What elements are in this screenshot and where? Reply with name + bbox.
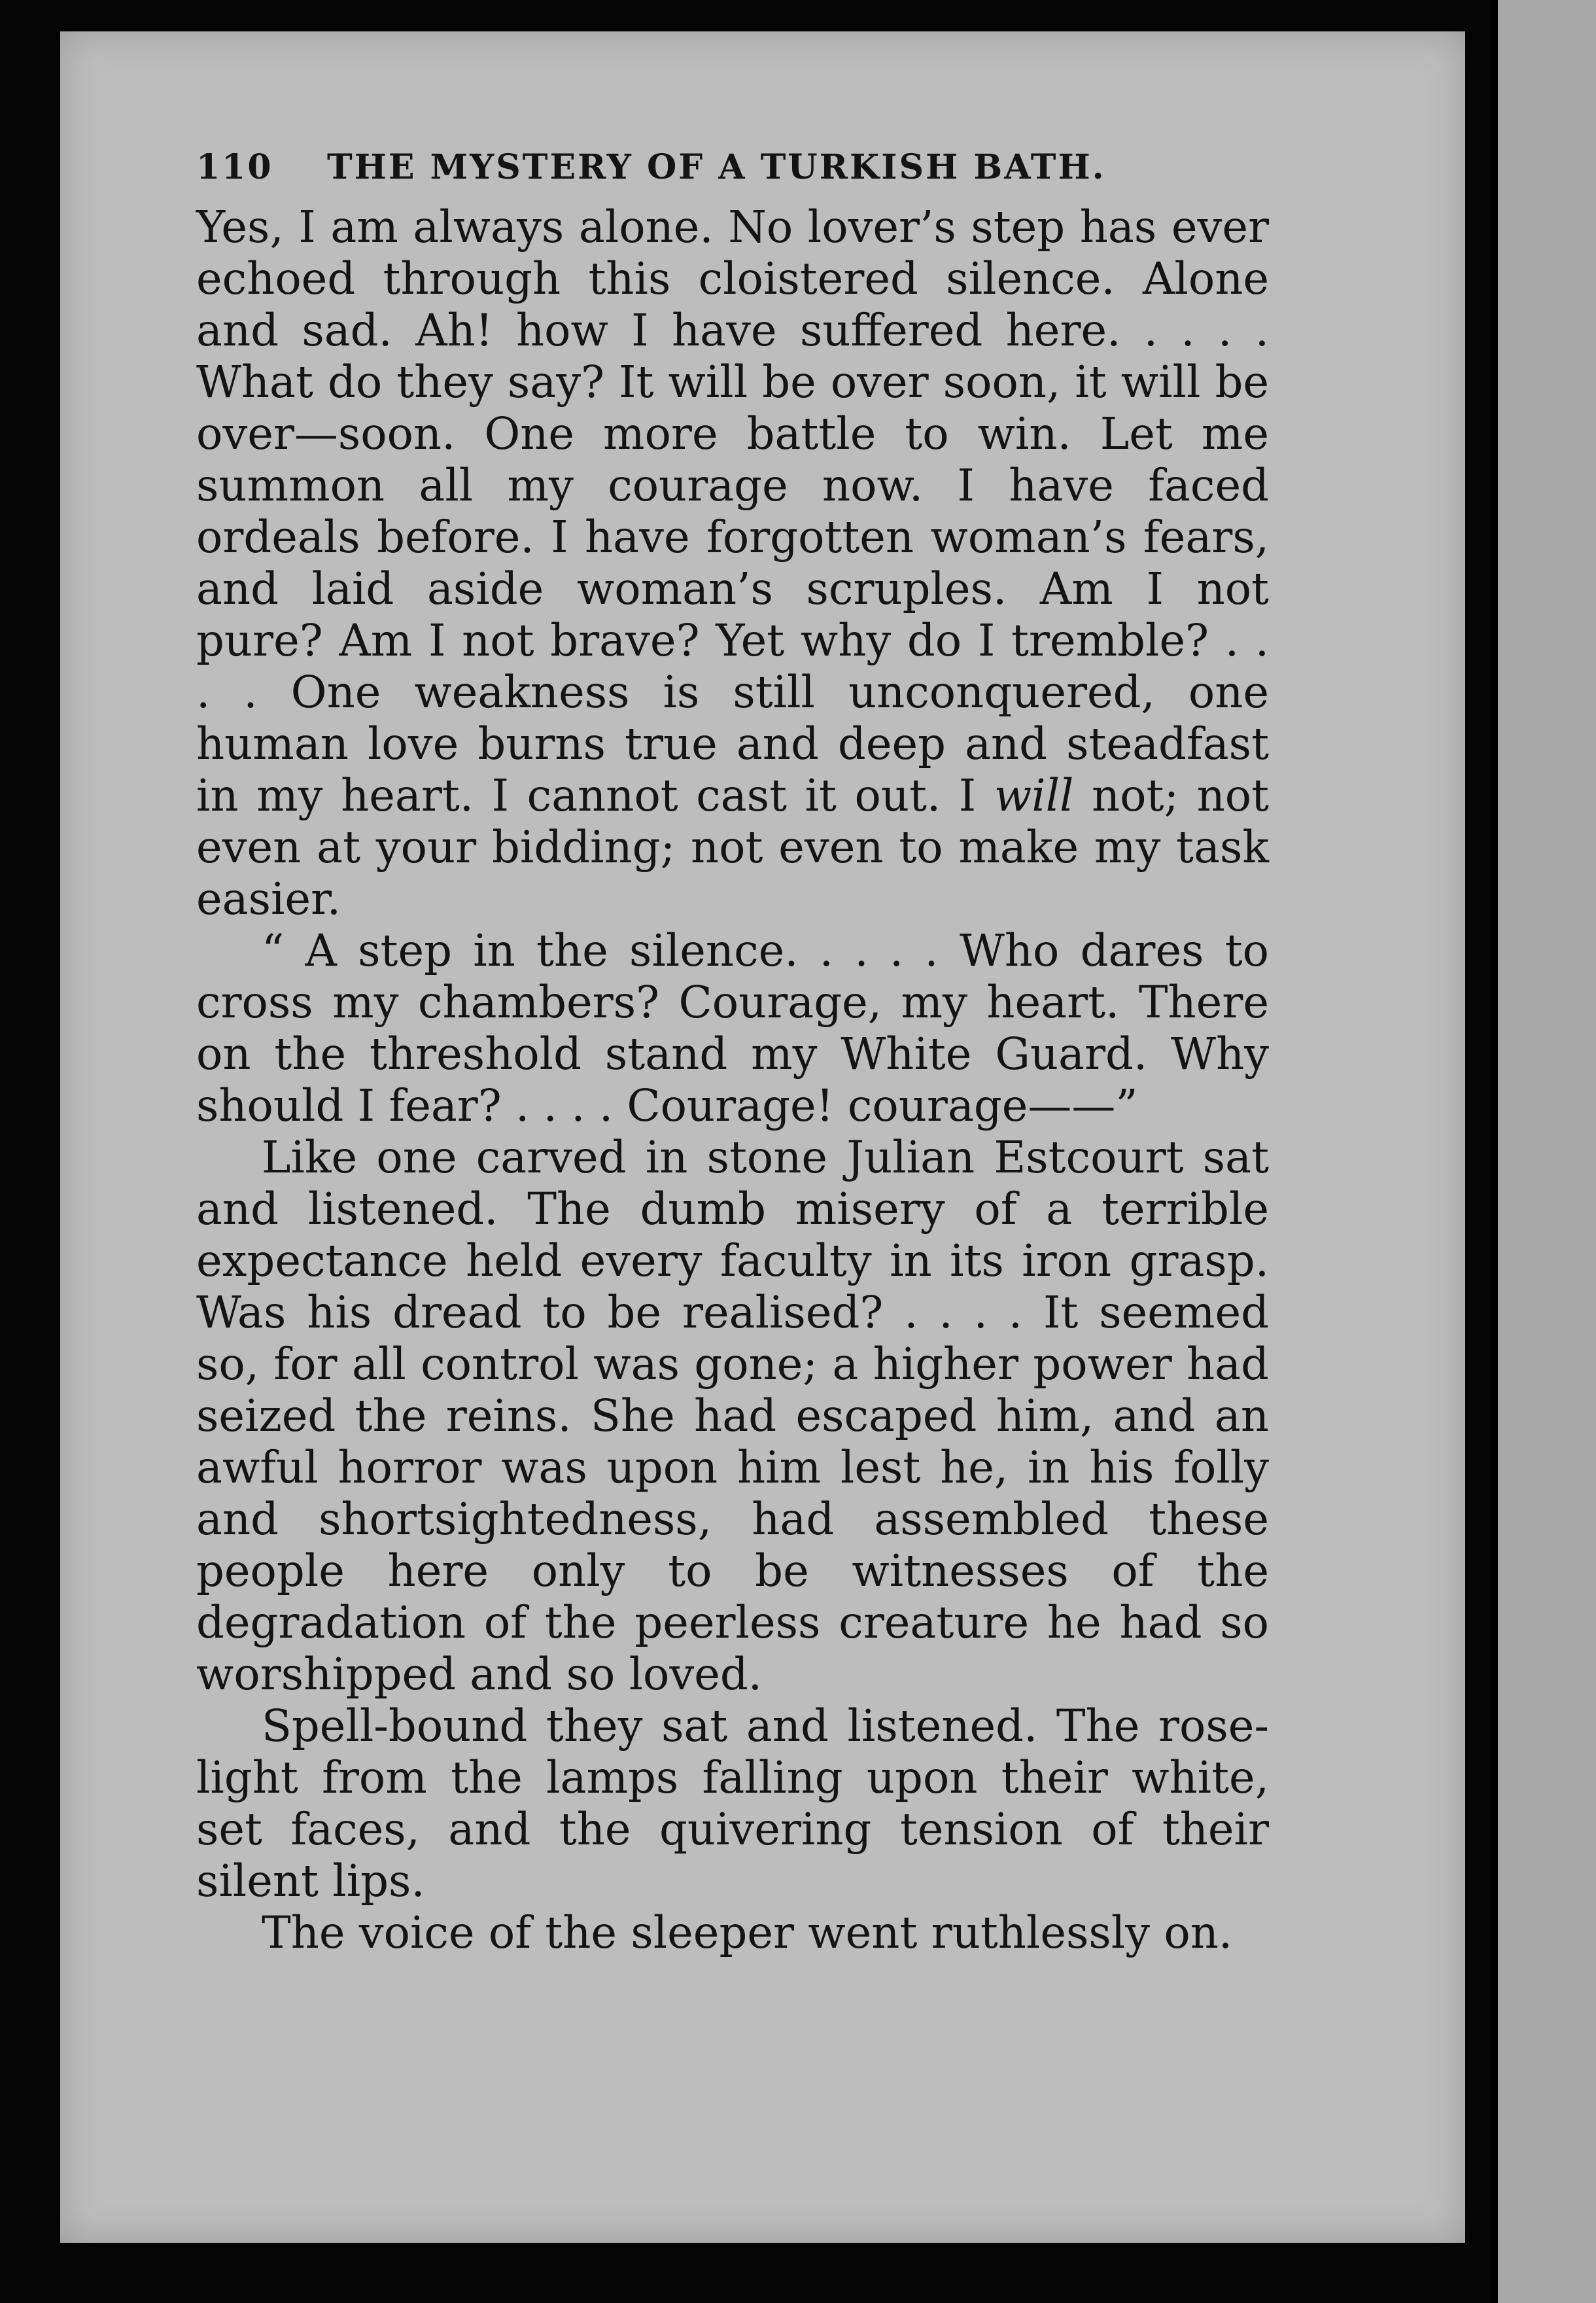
- paragraph-3: Like one carved in stone Julian Estcourt sat and listened. The dumb misery of a terrible expectance held every faculty in its iron grasp. Was his dread to be realised? . . . . It seemed so, for all control was gone; a higher power had seized the reins. She had escaped him, and an awful horror was upon him lest he, in his folly and shortsightedness, had assembled these people here only to be witnesses of the degradation of the peerless creature he had so worshipped and so loved.: [196, 1132, 1269, 1700]
- paragraph-1-text-after: not; not even at your bidding; not even to make my task easier.: [196, 770, 1269, 924]
- facing-page-edge: [1491, 0, 1596, 2303]
- paragraph-1: [196, 202, 1269, 925]
- paragraph-4: Spell-bound they sat and listened. The rose-light from the lamps falling upon their white, set faces, and the quivering tension of their silent lips.: [196, 1700, 1269, 1907]
- page-number: 110: [196, 147, 273, 187]
- running-header: [196, 147, 1269, 187]
- paragraph-5: The voice of the sleeper went ruthlessly on.: [262, 1907, 1233, 1958]
- paragraph-1-emphasis: will: [994, 770, 1074, 821]
- paragraph-2: “ A step in the silence. . . . . Who dares to cross my chambers? Courage, my heart. There on the threshold stand my White Guard. Why should I fear? . . . . Courage! courage——”: [196, 925, 1269, 1131]
- running-title: THE MYSTERY OF A TURKISH BATH.: [327, 147, 1106, 187]
- text-block: [196, 147, 1269, 1959]
- paragraph-1-text-before: Yes, I am always alone. No lover’s step has ever echoed through this cloistered silence. Alone and sad. Ah! how I have suffered here. . . . . What do they say? It will be over soon, it will be over—soon. One more battle to win. Let me summon all my courage now. I have faced ordeals before. I have forgotten woman’s fears, and laid aside woman’s scruples. Am I not pure? Am I not brave? Yet why do I tremble? . . . . One weakness is still unconquered, one human love burns true and deep and steadfast in my heart. I cannot cast it out. I: [196, 202, 1269, 821]
